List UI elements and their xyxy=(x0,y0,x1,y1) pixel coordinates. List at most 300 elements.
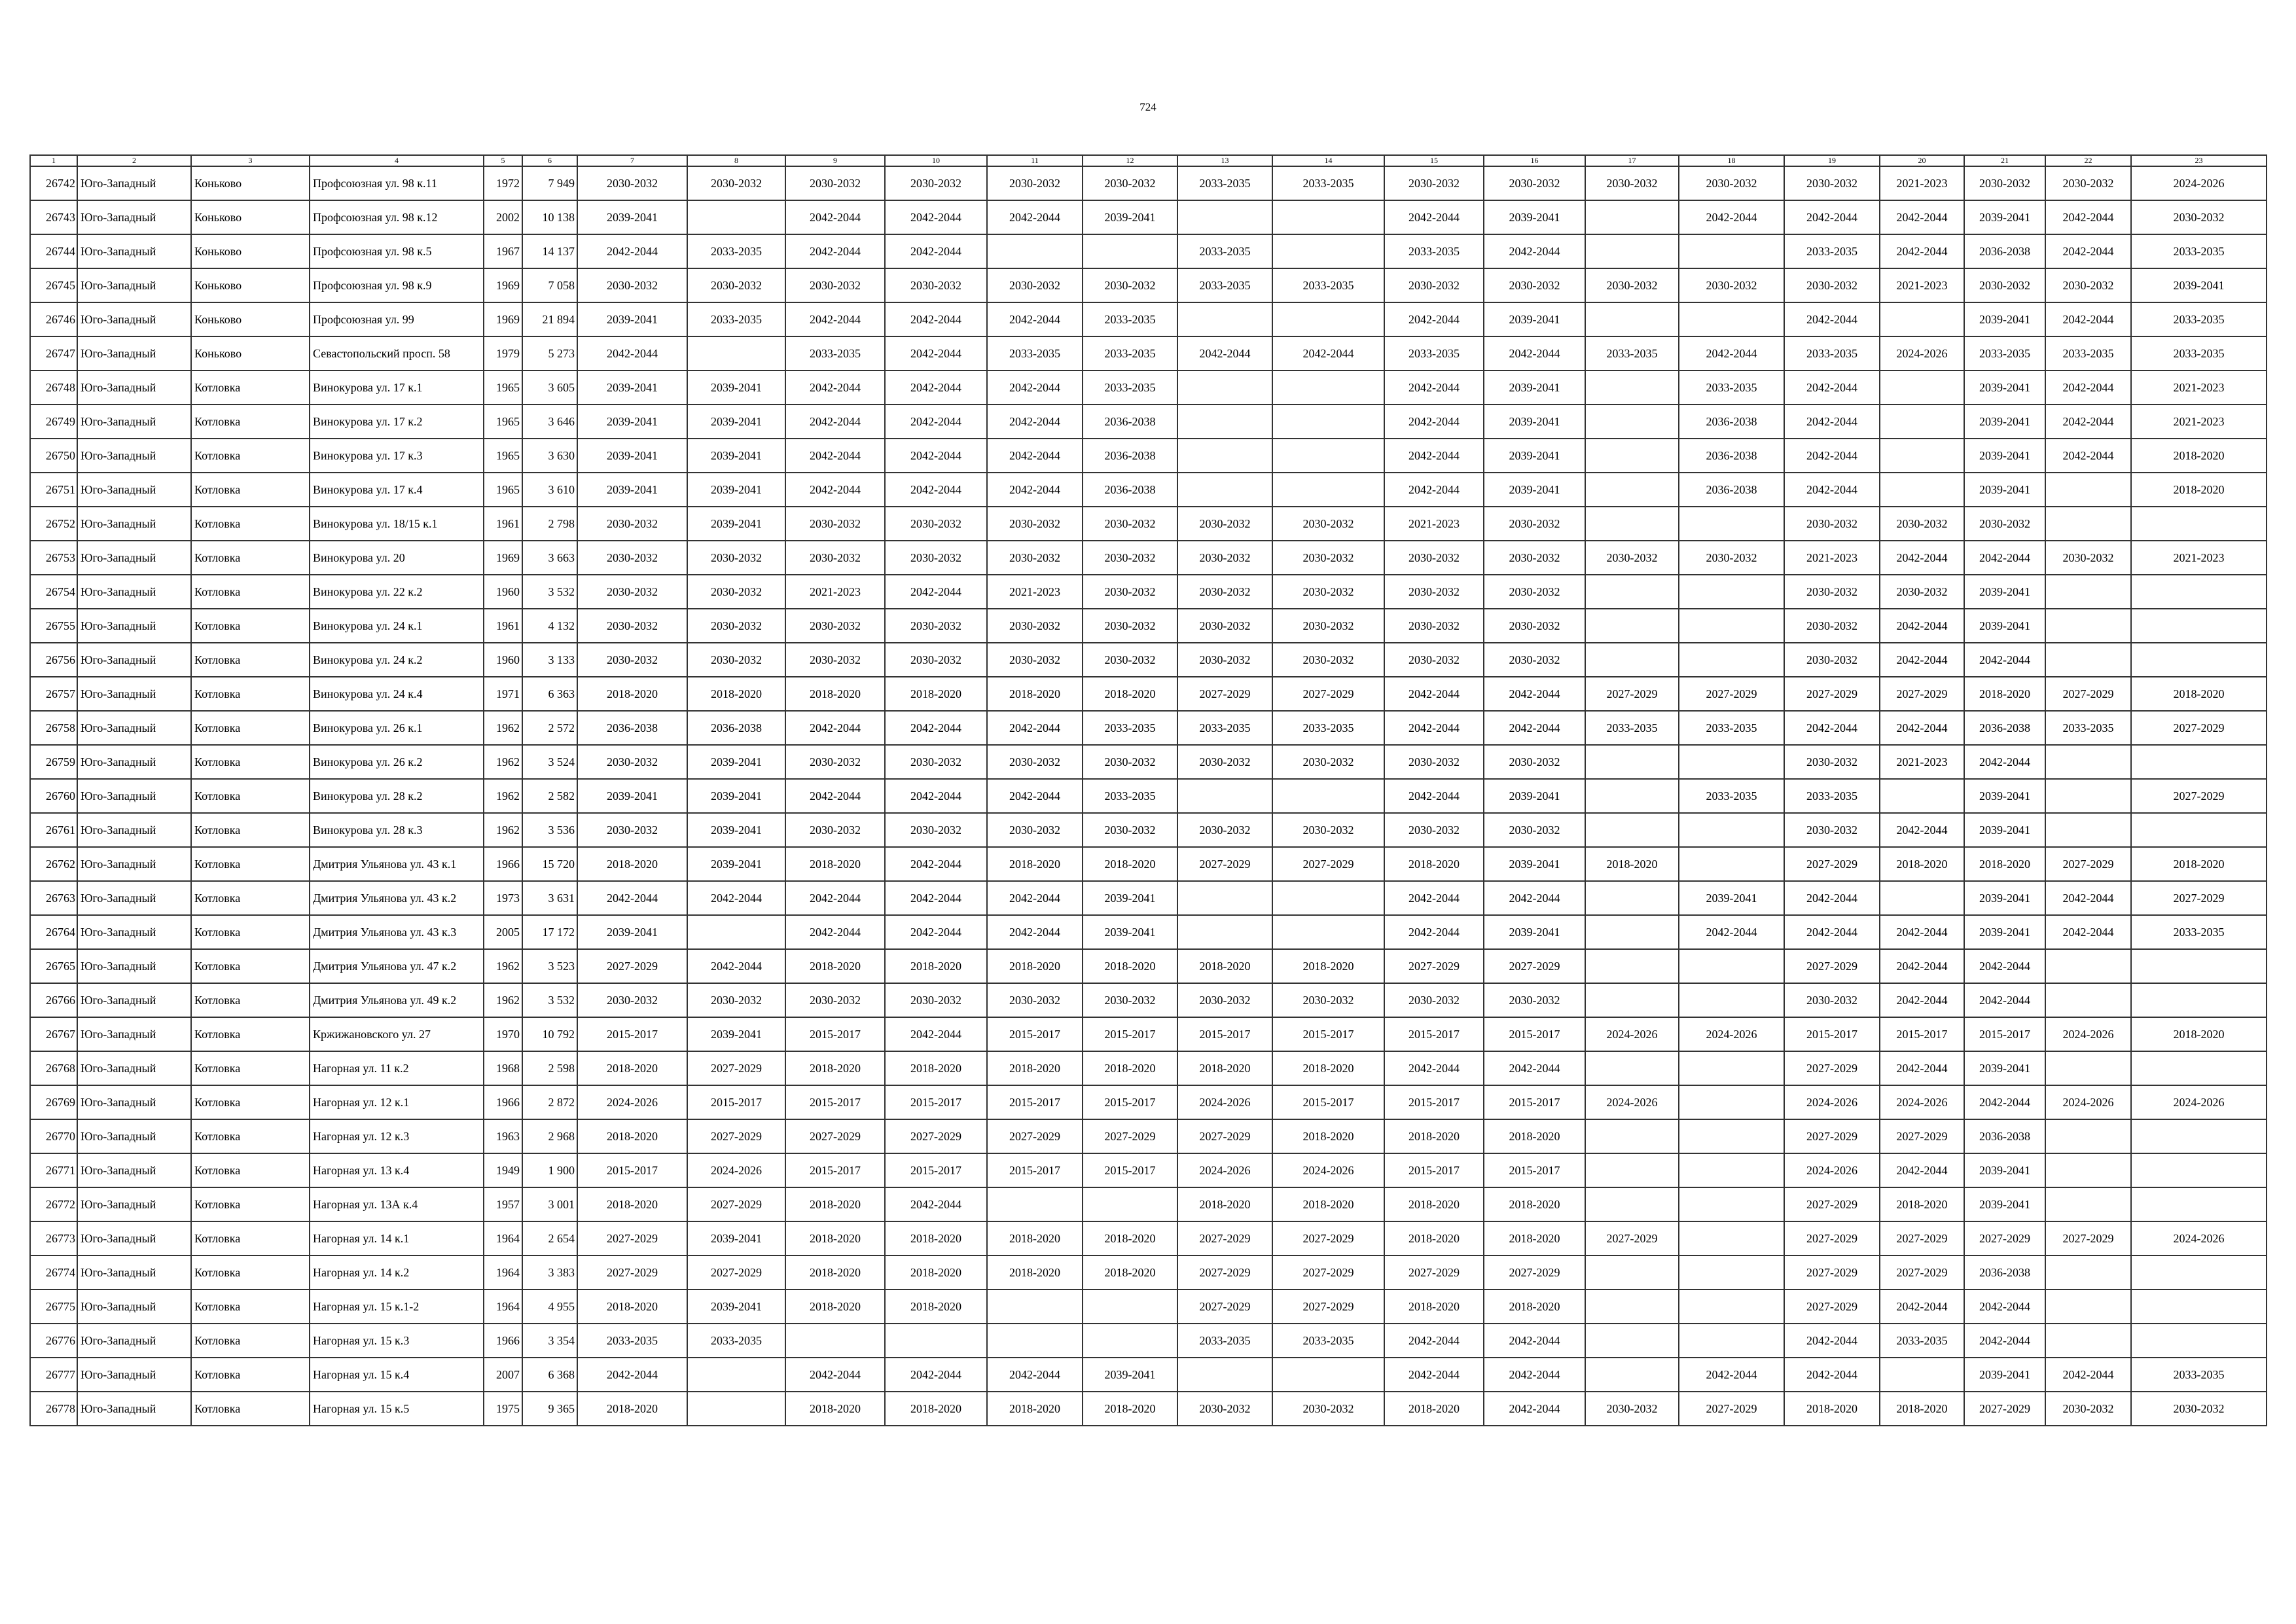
table-cell xyxy=(1585,1290,1679,1324)
table-cell xyxy=(1679,847,1784,881)
table-cell: 2030-2032 xyxy=(687,541,785,575)
table-cell: 2030-2032 xyxy=(1484,609,1585,643)
table-cell: 26778 xyxy=(30,1392,77,1426)
table-cell xyxy=(1679,1051,1784,1085)
table-cell xyxy=(2045,575,2131,609)
column-number: 20 xyxy=(1880,155,1964,166)
table-cell: 2042-2044 xyxy=(2045,1358,2131,1392)
table-cell: 2018-2020 xyxy=(987,1051,1083,1085)
table-cell: Юго-Западный xyxy=(77,1017,191,1051)
table-cell: 2033-2035 xyxy=(1784,336,1880,370)
table-cell: Юго-Западный xyxy=(77,779,191,813)
table-cell: Котловка xyxy=(191,609,310,643)
table-cell: 2030-2032 xyxy=(785,541,885,575)
table-cell: 2039-2041 xyxy=(577,405,687,439)
table-cell: 26755 xyxy=(30,609,77,643)
table-cell: 2033-2035 xyxy=(1679,711,1784,745)
table-cell: 2027-2029 xyxy=(1384,949,1484,983)
table-cell: 26772 xyxy=(30,1187,77,1221)
table-row xyxy=(30,949,2267,983)
table-cell: 2018-2020 xyxy=(785,949,885,983)
table-cell: 2033-2035 xyxy=(2131,1358,2267,1392)
table-cell: 14 137 xyxy=(522,234,577,268)
table-cell: Винокурова ул. 22 к.2 xyxy=(310,575,484,609)
table-cell: 2030-2032 xyxy=(1679,166,1784,200)
table-cell: 2027-2029 xyxy=(687,1255,785,1290)
table-cell: 2039-2041 xyxy=(1484,473,1585,507)
table-cell: 26765 xyxy=(30,949,77,983)
table-cell: 2018-2020 xyxy=(1585,847,1679,881)
table-cell: 2042-2044 xyxy=(885,302,987,336)
column-number: 14 xyxy=(1272,155,1384,166)
table-row xyxy=(30,915,2267,949)
table-cell: 2 968 xyxy=(522,1119,577,1153)
column-number: 18 xyxy=(1679,155,1784,166)
table-cell: Нагорная ул. 12 к.3 xyxy=(310,1119,484,1153)
table-cell: 26763 xyxy=(30,881,77,915)
table-cell: 2042-2044 xyxy=(1384,677,1484,711)
table-row xyxy=(30,541,2267,575)
table-cell: 2042-2044 xyxy=(1964,1324,2045,1358)
table-cell: 2027-2029 xyxy=(1964,1221,2045,1255)
table-cell: 1968 xyxy=(484,1051,522,1085)
table-cell: Юго-Западный xyxy=(77,881,191,915)
table-cell: 2018-2020 xyxy=(1083,1255,1177,1290)
table-cell: Нагорная ул. 15 к.4 xyxy=(310,1358,484,1392)
table-cell: 2042-2044 xyxy=(1784,1324,1880,1358)
table-cell: 2030-2032 xyxy=(577,166,687,200)
table-cell: 2039-2041 xyxy=(577,200,687,234)
table-cell: Юго-Западный xyxy=(77,1358,191,1392)
table-cell: 2042-2044 xyxy=(785,405,885,439)
table-cell: 3 630 xyxy=(522,439,577,473)
table-cell: 26743 xyxy=(30,200,77,234)
table-cell xyxy=(1880,473,1964,507)
table-cell: Коньково xyxy=(191,336,310,370)
table-cell xyxy=(2131,609,2267,643)
table-cell: 2039-2041 xyxy=(1964,370,2045,405)
column-number: 10 xyxy=(885,155,987,166)
table-cell: 1964 xyxy=(484,1290,522,1324)
table-cell xyxy=(1679,1153,1784,1187)
table-cell: 2027-2029 xyxy=(577,949,687,983)
table-cell: 2030-2032 xyxy=(785,983,885,1017)
table-cell xyxy=(2045,779,2131,813)
table-cell: 2033-2035 xyxy=(1272,711,1384,745)
table-cell: Винокурова ул. 20 xyxy=(310,541,484,575)
table-row xyxy=(30,813,2267,847)
table-cell xyxy=(1083,234,1177,268)
table-cell: 26744 xyxy=(30,234,77,268)
table-cell: 2042-2044 xyxy=(785,370,885,405)
table-cell: 2030-2032 xyxy=(1784,166,1880,200)
table-cell: 2042-2044 xyxy=(987,779,1083,813)
table-cell xyxy=(1177,439,1272,473)
table-cell: 3 523 xyxy=(522,949,577,983)
table-cell: 2027-2029 xyxy=(2045,1221,2131,1255)
table-cell: 2 798 xyxy=(522,507,577,541)
table-cell: 2039-2041 xyxy=(1083,200,1177,234)
table-cell: 2033-2035 xyxy=(1083,336,1177,370)
table-cell xyxy=(1083,1187,1177,1221)
table-cell xyxy=(2045,1324,2131,1358)
table-cell: 2042-2044 xyxy=(1484,1392,1585,1426)
table-cell: 2042-2044 xyxy=(1880,983,1964,1017)
table-cell xyxy=(687,336,785,370)
table-cell: 2030-2032 xyxy=(1784,745,1880,779)
table-row xyxy=(30,1358,2267,1392)
table-cell: 2033-2035 xyxy=(577,1324,687,1358)
column-number: 6 xyxy=(522,155,577,166)
table-cell: 1962 xyxy=(484,745,522,779)
table-cell: 2030-2032 xyxy=(785,507,885,541)
table-cell: 2021-2023 xyxy=(1880,745,1964,779)
table-cell: Дмитрия Ульянова ул. 49 к.2 xyxy=(310,983,484,1017)
table-cell: 2033-2035 xyxy=(1384,336,1484,370)
table-cell: 2030-2032 xyxy=(1679,268,1784,302)
table-cell: 2018-2020 xyxy=(1880,1187,1964,1221)
table-cell: Котловка xyxy=(191,745,310,779)
table-cell: 2042-2044 xyxy=(785,915,885,949)
table-cell: 2027-2029 xyxy=(885,1119,987,1153)
table-cell: Дмитрия Ульянова ул. 43 к.1 xyxy=(310,847,484,881)
table-cell xyxy=(1585,234,1679,268)
table-cell: 2015-2017 xyxy=(785,1153,885,1187)
table-cell: 1965 xyxy=(484,370,522,405)
table-cell xyxy=(2045,507,2131,541)
table-cell: 2033-2035 xyxy=(2131,915,2267,949)
table-cell: 2027-2029 xyxy=(1177,1255,1272,1290)
table-cell: 2027-2029 xyxy=(1784,847,1880,881)
table-cell: Коньково xyxy=(191,302,310,336)
table-cell: 2027-2029 xyxy=(1177,847,1272,881)
table-cell: 15 720 xyxy=(522,847,577,881)
table-cell: Севастопольский просп. 58 xyxy=(310,336,484,370)
table-cell: Коньково xyxy=(191,200,310,234)
table-cell: 2030-2032 xyxy=(577,983,687,1017)
table-cell: 2036-2038 xyxy=(577,711,687,745)
table-cell xyxy=(1679,745,1784,779)
table-cell: 2042-2044 xyxy=(1384,711,1484,745)
table-row xyxy=(30,643,2267,677)
table-cell: 2033-2035 xyxy=(1177,234,1272,268)
table-cell: Винокурова ул. 28 к.3 xyxy=(310,813,484,847)
table-cell: 2018-2020 xyxy=(1272,1051,1384,1085)
table-cell: 2042-2044 xyxy=(1964,1085,2045,1119)
table-cell: 1969 xyxy=(484,268,522,302)
table-cell: 5 273 xyxy=(522,336,577,370)
table-cell: 2030-2032 xyxy=(885,541,987,575)
table-cell xyxy=(2131,1187,2267,1221)
table-cell: 1972 xyxy=(484,166,522,200)
table-cell: 2027-2029 xyxy=(1272,1255,1384,1290)
table-cell: 2039-2041 xyxy=(1964,881,2045,915)
table-cell: 2030-2032 xyxy=(1272,541,1384,575)
table-cell: 2042-2044 xyxy=(1679,915,1784,949)
table-row xyxy=(30,1187,2267,1221)
table-cell xyxy=(2045,949,2131,983)
table-row xyxy=(30,1221,2267,1255)
table-cell xyxy=(2131,1324,2267,1358)
column-number: 1 xyxy=(30,155,77,166)
table-cell: 2015-2017 xyxy=(1484,1017,1585,1051)
table-row xyxy=(30,609,2267,643)
table-cell: 2039-2041 xyxy=(577,915,687,949)
table-row xyxy=(30,677,2267,711)
table-cell: Юго-Западный xyxy=(77,166,191,200)
table-cell: 2027-2029 xyxy=(1585,677,1679,711)
table-cell: 2021-2023 xyxy=(1880,166,1964,200)
table-cell: Юго-Западный xyxy=(77,302,191,336)
table-cell: 2036-2038 xyxy=(1964,234,2045,268)
table-cell: 2030-2032 xyxy=(1784,268,1880,302)
table-cell: Юго-Западный xyxy=(77,1324,191,1358)
table-cell: Нагорная ул. 12 к.1 xyxy=(310,1085,484,1119)
table-cell xyxy=(1272,915,1384,949)
table-cell xyxy=(1585,405,1679,439)
table-cell: 2018-2020 xyxy=(885,949,987,983)
table-cell: 2039-2041 xyxy=(1484,915,1585,949)
table-cell: 2030-2032 xyxy=(1484,166,1585,200)
table-cell: 2018-2020 xyxy=(577,677,687,711)
column-number: 19 xyxy=(1784,155,1880,166)
table-cell: 2030-2032 xyxy=(785,813,885,847)
table-cell: 2042-2044 xyxy=(987,302,1083,336)
table-cell: 2033-2035 xyxy=(1880,1324,1964,1358)
column-number: 15 xyxy=(1384,155,1484,166)
table-cell: 2033-2035 xyxy=(1177,166,1272,200)
table-cell: 2039-2041 xyxy=(1964,1358,2045,1392)
table-cell: 2039-2041 xyxy=(1679,881,1784,915)
table-cell: 2018-2020 xyxy=(785,1392,885,1426)
table-cell: 2015-2017 xyxy=(1484,1085,1585,1119)
table-cell: 2042-2044 xyxy=(1484,677,1585,711)
table-cell: 2 572 xyxy=(522,711,577,745)
table-cell: 2042-2044 xyxy=(885,370,987,405)
table-cell: Винокурова ул. 18/15 к.1 xyxy=(310,507,484,541)
table-cell: 2030-2032 xyxy=(885,983,987,1017)
table-cell xyxy=(1679,609,1784,643)
table-cell: 26760 xyxy=(30,779,77,813)
table-cell: 2030-2032 xyxy=(885,166,987,200)
table-cell: 2015-2017 xyxy=(577,1153,687,1187)
table-row xyxy=(30,745,2267,779)
table-cell: 26768 xyxy=(30,1051,77,1085)
table-cell: 2018-2020 xyxy=(987,677,1083,711)
table-cell: 2042-2044 xyxy=(1384,1358,1484,1392)
table-cell: 2042-2044 xyxy=(2045,370,2131,405)
table-cell: 2033-2035 xyxy=(2131,336,2267,370)
table-cell: 2015-2017 xyxy=(1964,1017,2045,1051)
table-cell: 1962 xyxy=(484,813,522,847)
table-cell: 2042-2044 xyxy=(687,949,785,983)
table-cell: 2030-2032 xyxy=(885,745,987,779)
table-cell: 2033-2035 xyxy=(1384,234,1484,268)
table-cell: 2 872 xyxy=(522,1085,577,1119)
table-cell: 2027-2029 xyxy=(577,1221,687,1255)
table-cell: Винокурова ул. 17 к.3 xyxy=(310,439,484,473)
table-cell: Юго-Западный xyxy=(77,677,191,711)
table-cell: 2042-2044 xyxy=(785,1358,885,1392)
table-cell: 2027-2029 xyxy=(1384,1255,1484,1290)
table-cell: Юго-Западный xyxy=(77,575,191,609)
column-number: 12 xyxy=(1083,155,1177,166)
table-cell: 2036-2038 xyxy=(687,711,785,745)
table-cell xyxy=(1585,745,1679,779)
table-cell: 2033-2035 xyxy=(2131,234,2267,268)
table-cell: 2042-2044 xyxy=(785,711,885,745)
table-cell: 10 792 xyxy=(522,1017,577,1051)
table-cell xyxy=(1585,609,1679,643)
table-row xyxy=(30,779,2267,813)
table-cell: Юго-Западный xyxy=(77,813,191,847)
table-cell xyxy=(2131,507,2267,541)
table-cell: 2030-2032 xyxy=(577,541,687,575)
table-cell: 1964 xyxy=(484,1255,522,1290)
table-cell: 26771 xyxy=(30,1153,77,1187)
table-cell: 2005 xyxy=(484,915,522,949)
table-cell: Котловка xyxy=(191,847,310,881)
table-cell: 26761 xyxy=(30,813,77,847)
table-cell: 6 363 xyxy=(522,677,577,711)
table-cell xyxy=(2131,949,2267,983)
table-cell: 1966 xyxy=(484,847,522,881)
table-cell: 2042-2044 xyxy=(1484,881,1585,915)
table-cell: 2018-2020 xyxy=(785,1051,885,1085)
table-cell xyxy=(1585,1153,1679,1187)
table-cell xyxy=(1177,1358,1272,1392)
table-cell: Профсоюзная ул. 98 к.11 xyxy=(310,166,484,200)
table-cell xyxy=(1585,200,1679,234)
table-cell: 2030-2032 xyxy=(2045,541,2131,575)
table-cell xyxy=(2045,1119,2131,1153)
table-cell: 3 663 xyxy=(522,541,577,575)
table-cell xyxy=(1177,881,1272,915)
table-cell xyxy=(1272,473,1384,507)
table-cell: 2042-2044 xyxy=(1784,881,1880,915)
table-cell: 2024-2026 xyxy=(2131,166,2267,200)
table-cell: 2042-2044 xyxy=(785,302,885,336)
table-cell: 2042-2044 xyxy=(1484,1358,1585,1392)
table-cell: 2042-2044 xyxy=(1964,643,2045,677)
table-cell: 2033-2035 xyxy=(2131,302,2267,336)
table-cell: 2042-2044 xyxy=(885,200,987,234)
table-cell: 2030-2032 xyxy=(1272,745,1384,779)
table-cell: 1971 xyxy=(484,677,522,711)
table-cell: Коньково xyxy=(191,268,310,302)
table-cell: Котловка xyxy=(191,575,310,609)
table-cell xyxy=(1585,1119,1679,1153)
table-cell: 1962 xyxy=(484,779,522,813)
table-cell: 2042-2044 xyxy=(577,881,687,915)
table-cell: 2027-2029 xyxy=(1272,847,1384,881)
table-cell: 26753 xyxy=(30,541,77,575)
table-cell xyxy=(1585,507,1679,541)
table-cell: 2042-2044 xyxy=(1484,711,1585,745)
table-cell: 2024-2026 xyxy=(1272,1153,1384,1187)
table-cell: 2027-2029 xyxy=(1484,949,1585,983)
table-cell xyxy=(1272,370,1384,405)
table-cell: 2042-2044 xyxy=(1880,711,1964,745)
table-cell: 2030-2032 xyxy=(785,609,885,643)
table-cell xyxy=(1272,405,1384,439)
table-cell: 1957 xyxy=(484,1187,522,1221)
table-cell: 2036-2038 xyxy=(1679,473,1784,507)
table-cell: 2027-2029 xyxy=(1880,1119,1964,1153)
table-cell: 2042-2044 xyxy=(885,1017,987,1051)
table-cell: 2027-2029 xyxy=(1880,1221,1964,1255)
table-cell: 2042-2044 xyxy=(785,473,885,507)
table-cell: 2030-2032 xyxy=(1784,575,1880,609)
table-cell: 2039-2041 xyxy=(2131,268,2267,302)
table-cell: 2018-2020 xyxy=(1083,1051,1177,1085)
table-cell: 2033-2035 xyxy=(1083,370,1177,405)
table-cell: 2042-2044 xyxy=(1880,949,1964,983)
table-cell: 2024-2026 xyxy=(1585,1017,1679,1051)
table-cell: 2036-2038 xyxy=(1083,405,1177,439)
table-cell: 2018-2020 xyxy=(1384,1221,1484,1255)
table-cell: 2027-2029 xyxy=(1272,1221,1384,1255)
table-cell: 2015-2017 xyxy=(987,1085,1083,1119)
table-cell: 2030-2032 xyxy=(1177,507,1272,541)
table-cell: 2018-2020 xyxy=(785,1290,885,1324)
table-cell: 2027-2029 xyxy=(1272,677,1384,711)
table-cell: 2039-2041 xyxy=(1964,200,2045,234)
table-row xyxy=(30,1153,2267,1187)
table-cell: 2033-2035 xyxy=(2045,711,2131,745)
table-cell: Нагорная ул. 15 к.5 xyxy=(310,1392,484,1426)
table-cell xyxy=(1585,1187,1679,1221)
table-cell: Котловка xyxy=(191,1119,310,1153)
table-cell: 2042-2044 xyxy=(1784,405,1880,439)
table-cell: 2042-2044 xyxy=(1784,915,1880,949)
table-cell: 2033-2035 xyxy=(1177,268,1272,302)
table-row xyxy=(30,200,2267,234)
table-cell xyxy=(1272,200,1384,234)
table-cell: 26754 xyxy=(30,575,77,609)
table-cell: 2039-2041 xyxy=(687,473,785,507)
table-cell: 2015-2017 xyxy=(1484,1153,1585,1187)
table-cell: 2030-2032 xyxy=(1083,609,1177,643)
table-cell: 2027-2029 xyxy=(1784,677,1880,711)
table-cell: 2030-2032 xyxy=(1083,643,1177,677)
table-cell xyxy=(2131,575,2267,609)
table-cell: 2042-2044 xyxy=(1384,439,1484,473)
table-cell xyxy=(1272,1358,1384,1392)
table-cell: 2042-2044 xyxy=(2045,302,2131,336)
table-cell: 2033-2035 xyxy=(1272,166,1384,200)
table-cell: Котловка xyxy=(191,779,310,813)
table-cell: Юго-Западный xyxy=(77,609,191,643)
table-cell: 2042-2044 xyxy=(885,234,987,268)
table-cell: 2024-2026 xyxy=(1585,1085,1679,1119)
table-cell: 2030-2032 xyxy=(1384,268,1484,302)
table-cell: 2039-2041 xyxy=(687,507,785,541)
table-cell: 2 582 xyxy=(522,779,577,813)
column-number-row xyxy=(30,155,2267,166)
table-cell: 26742 xyxy=(30,166,77,200)
table-cell: Коньково xyxy=(191,166,310,200)
table-cell: 2018-2020 xyxy=(2131,847,2267,881)
table-cell: Юго-Западный xyxy=(77,949,191,983)
table-cell: Юго-Западный xyxy=(77,336,191,370)
table-cell: Винокурова ул. 24 к.2 xyxy=(310,643,484,677)
table-cell: 2018-2020 xyxy=(1272,949,1384,983)
table-cell: 2036-2038 xyxy=(1964,711,2045,745)
table-cell xyxy=(1880,1358,1964,1392)
table-cell: Котловка xyxy=(191,983,310,1017)
table-cell: 26770 xyxy=(30,1119,77,1153)
